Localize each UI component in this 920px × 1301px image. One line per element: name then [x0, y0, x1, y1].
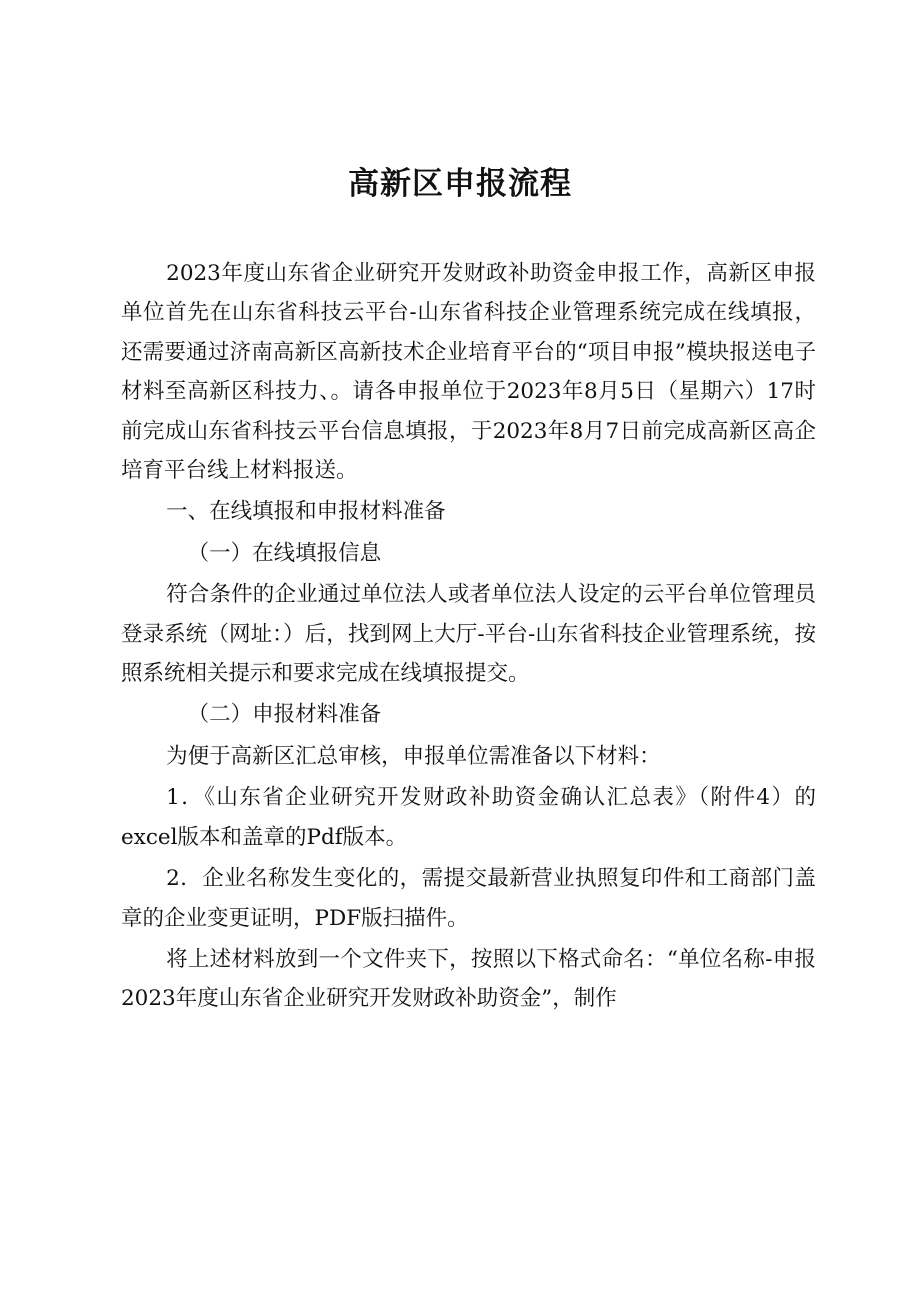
subsection-heading-2: （二）申报材料准备 [187, 702, 382, 728]
section-heading-1: 一、在线填报和申报材料准备 [166, 499, 446, 525]
document-body [121, 254, 816, 1019]
material-item-1: 1．《山东省企业研究开发财政补助资金确认汇总表》（附件4）的excel版本和盖章的Pdf版本。 [121, 785, 816, 850]
materials-intro-paragraph: 为便于高新区汇总审核，申报单位需准备以下材料： [166, 743, 661, 769]
subsection-heading-1: （一）在线填报信息 [187, 540, 382, 566]
material-item-2: 2．企业名称发生变化的，需提交最新营业执照复印件和工商部门盖章的企业变更证明，PDF版扫描件。 [121, 866, 816, 931]
intro-paragraph: 2023年度山东省企业研究开发财政补助资金申报工作，高新区申报单位首先在山东省科技云平台-山东省科技企业管理系统完成在线填报，还需要通过济南高新区高新技术企业培育平台的“项目申报”模块报送电子材料至高新区科技力、。请各申报单位于2023年8月5日（星期六）17时前完成山东省科技云平台信息填报，于2023年8月7日前完成高新区高企培育平台线上材料报送。 [121, 261, 816, 484]
naming-paragraph: 将上述材料放到一个文件夹下，按照以下格式命名：“单位名称-申报2023年度山东省企业研究开发财政补助资金”，制作 [121, 946, 816, 1012]
online-filing-paragraph: 符合条件的企业通过单位法人或者单位法人设定的云平台单位管理员登录系统（网址：）后，找到网上大厅-平台-山东省科技企业管理系统，按照系统相关提示和要求完成在线填报提交。 [121, 582, 816, 687]
page-title: 高新区申报流程 [348, 166, 572, 202]
